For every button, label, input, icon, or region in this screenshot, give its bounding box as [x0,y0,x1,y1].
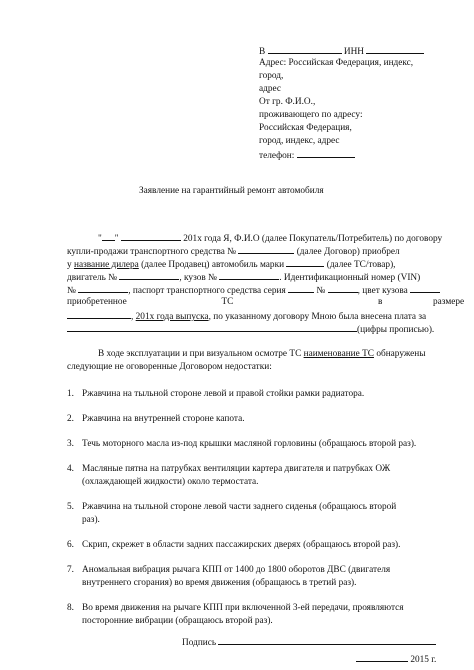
list-item-continuation: внутреннего сгорания) во время движения (обращаюсь в третий раз). [82,578,357,588]
date-line: 2015 г. [356,653,436,666]
header-city: город, [259,71,284,81]
body-line-2: купли-продажи транспортного средства № (далее Договор) приобрел [67,247,400,257]
list-item-continuation: посторонние вибрации (обращаюсь второй раз). [82,616,273,626]
pts-number-blank [328,284,358,293]
list-item: 2. Ржавчина на внутренней стороне капота. [67,414,245,424]
document-title: Заявление на гарантийный ремонт автомобиля [139,186,324,196]
header-to-line: В ИНН [259,45,424,58]
list-item: 7. Аномальная вибрация рычага КПП от 1400 до 1800 оборотов ДВС (двигателя [67,565,391,575]
date-blank [356,653,408,662]
body-para2-line-1: В ходе эксплуатации и при визуальном осмотре ТС наименование ТС обнаружены [98,349,426,359]
month-blank [121,232,181,241]
signature-line: Подпись [182,636,436,649]
pts-series-blank [288,284,314,293]
amount-blank [67,323,357,332]
make-blank [286,258,324,267]
vin-blank [78,284,128,293]
list-item-continuation: (охлаждающей жидкости) около термостата. [82,477,259,487]
list-item: 8. Во время движения на рычаге КПП при включенной 3-ей передачи, проявляются [67,603,404,613]
header-phone: телефон: [259,149,355,162]
phone-blank [297,149,355,158]
header-addr: адрес [259,84,281,94]
recipient-blank [268,45,342,54]
body-line-7: , 201х года выпуска, по указанному договору Мною была внесена плата за [67,310,426,323]
contract-number-blank [238,245,294,254]
list-item: 5. Ржавчина на тыльной стороне левой части заднего сиденья (обращаюсь второй [67,502,397,512]
body-blank [219,271,279,280]
list-item-continuation: раз). [82,515,100,525]
body-line-3: у название дилера (далее Продавец) автомобиль марки (далее ТС/товар), [67,260,396,270]
list-item: 1. Ржавчина на тыльной стороне левой и правой стойки рамки радиатора. [67,389,365,399]
vehicle-blank [67,310,131,319]
header-from: От гр. Ф.И.О., [259,97,316,107]
body-line-6: приобретенное ТС в размере [67,297,465,307]
body-line-8: (цифры прописью). [67,323,434,336]
body-para2-line-2: следующие не оговоренные Договором недостатки: [67,362,272,372]
list-item: 6. Скрип, скрежет в области задних пассажирских дверях (обращаюсь второй раз). [67,540,401,550]
inn-blank [366,45,424,54]
engine-blank [119,271,179,280]
body-line-4: двигатель № , кузов № . Идентификационный номер (VIN) [67,273,421,283]
header-address: Адрес: Российская Федерация, индекс, [259,58,414,68]
body-line-1: " " 201х года Я, Ф.И.О (далее Покупатель/Потребитель) по договору [98,234,443,244]
list-item: 4. Масляные пятна на патрубках вентиляции картера двигателя и патрубках ОЖ [67,464,391,474]
body-line-5: № , паспорт транспортного средства серия № , цвет кузова [67,284,440,297]
color-blank [410,284,440,293]
header-residing: проживающего по адресу: [259,110,363,120]
signature-blank [218,636,436,645]
header-city-index: город, индекс, адрес [259,136,340,146]
list-item: 3. Течь моторного масла из-под крышки масляной горловины (обращаюсь второй раз). [67,439,417,449]
header-country: Российская Федерация, [259,123,352,133]
